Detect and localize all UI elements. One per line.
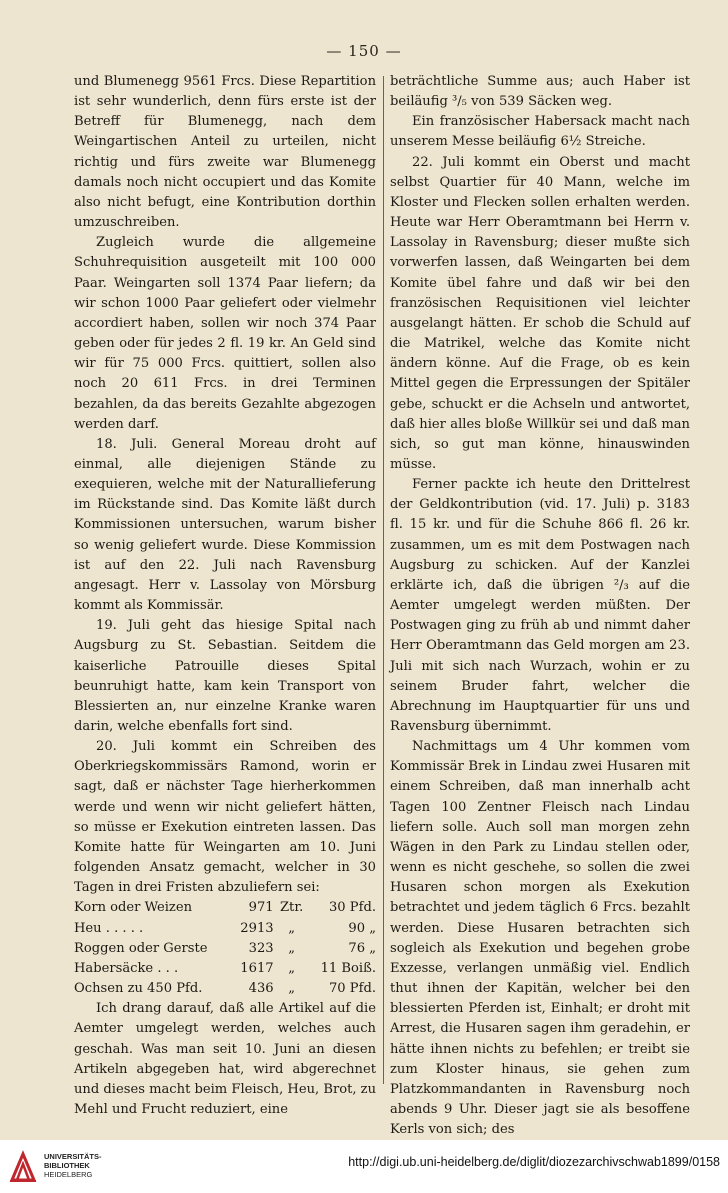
table-item: Habersäcke . . .	[74, 960, 179, 976]
table-value: 70 Pfd.	[328, 981, 376, 997]
table-number: 2913	[240, 920, 274, 936]
footer-bar	[0, 1140, 728, 1193]
table-value: 90 „	[348, 920, 376, 936]
table-item: Korn oder Weizen	[74, 900, 193, 916]
column-divider	[383, 76, 384, 1084]
table-unit: Ztr.	[279, 900, 304, 916]
paragraph: Nachmittags um 4 Uhr kommen vom Kommissär Brek in Lindau zwei Husaren mit einem Schreiben, daß man innerhalb acht Tagen 100 Zentner Fleisch nach Lindau liefern solle. Auch soll man morgen zehn Wägen in den Park zu Lindau stellen oder, wenn es nicht geschehe, so sollen die zwei Husaren schon morgen als Exekution betrachtet und jedem täglich 6 Frcs. bezahlt werden. Diese Husaren betrachten sich sogleich als Exekution und begehen grobe Exzesse, verlangen unmäßig viel. Endlich thut ihnen der Kapitän, welcher bei den blessierten Pferden ist, Einhalt; er droht mit Arrest, die Husaren sagen ihm geradehin, er hätte ihnen nichts zu befehlen; er treibt sie zum Kloster hinaus, sie gehen zum Platzkommandanten in Ravensburg noch abends 9 Uhr. Dieser jagt sie als besoffene Kerls von sich; des	[390, 739, 690, 1138]
paragraph: Zugleich wurde die allgemeine Schuhrequisition ausgeteilt mit 100 000 Paar. Weingarten soll 1374 Paar liefern; da wir schon 1000 Paar geliefert oder vielmehr accordiert haben, sollen wir noch 374 Paar geben oder für jedes 2 fl. 19 kr. An Geld sind wir für 75 000 Frcs. quittiert, sollen also noch 20 611 Frcs. in drei Terminen bezahlen, da das bereits Gezahlte abgezogen werden darf.	[74, 235, 376, 432]
paragraph: 20. Juli kommt ein Schreiben des Oberkriegskommissärs Ramond, worin er sagt, daß er nächster Tage hierherkommen werde und wenn wir nicht geliefert hätten, so müsse er Exekution eintreten lassen. Das Komite hatte für Weingarten am 10. Juni folgenden Ansatz gemacht, welcher in 30 Tagen in drei Fristen abzuliefern sei:	[74, 739, 376, 896]
table-row	[74, 919, 376, 939]
page-number: — 150 —	[326, 42, 402, 60]
library-name	[44, 1152, 102, 1179]
delivery-table	[74, 898, 376, 999]
table-item: Roggen oder Gerste	[74, 940, 208, 956]
library-line: BIBLIOTHEK	[44, 1161, 90, 1170]
table-row	[74, 959, 376, 979]
table-value: 76 „	[348, 940, 376, 956]
table-unit: „	[288, 960, 296, 976]
table-number: 323	[248, 940, 274, 956]
table-unit: „	[288, 981, 296, 997]
table-row	[74, 898, 376, 918]
table-number: 971	[248, 900, 274, 916]
table-number: 1617	[240, 960, 274, 976]
paragraph: 19. Juli geht das hiesige Spital nach Augsburg zu St. Sebastian. Seitdem die kaiserliche Patrouille dieses Spital beunruhigt hatte, kam kein Transport von Blessierten an, nur einzelne Kranke waren darin, welche ebenfalls fort sind.	[74, 618, 376, 734]
table-number: 436	[248, 981, 274, 997]
table-unit: „	[288, 920, 296, 936]
left-column	[74, 72, 376, 1120]
right-column	[390, 72, 690, 1140]
source-url[interactable]: http://digi.ub.uni-heidelberg.de/diglit/diozezarchivschwab1899/0158	[348, 1155, 720, 1169]
table-value: 11 Boiß.	[320, 960, 376, 976]
paragraph: Ein französischer Habersack macht nach unserem Messe beiläufig 6½ Streiche.	[390, 114, 690, 150]
table-row	[74, 939, 376, 959]
library-line: UNIVERSITÄTS-	[44, 1152, 102, 1161]
table-value: 30 Pfd.	[328, 900, 376, 916]
library-logo-icon	[8, 1150, 38, 1184]
paragraph: Ich drang darauf, daß alle Artikel auf die Aemter umgelegt werden, welches auch geschah. Was man seit 10. Juni an diesen Artikeln abgegeben hat, wird abgerechnet und dieses macht beim Fleisch, Heu, Brot, zu Mehl und Frucht reduziert, eine	[74, 1001, 377, 1117]
library-line: HEIDELBERG	[44, 1170, 93, 1179]
paragraph: 18. Juli. General Moreau droht auf einmal, alle diejenigen Stände zu exequieren, welche mit der Naturallieferung im Rückstande sind. Das Komite läßt durch Kommissionen untersuchen, warum bisher so wenig geliefert wurde. Diese Kommission ist auf den 22. Juli nach Ravensburg angesagt. Herr v. Lassolay von Mörsburg kommt als Kommissär.	[74, 436, 376, 614]
table-item: Heu . . . . .	[74, 920, 144, 936]
paragraph: und Blumenegg 9561 Frcs. Diese Repartition ist sehr wunderlich, denn fürs erste ist der Betreff für Blumenegg, nach dem Weingartischen Anteil zu urteilen, nicht richtig und fürs zweite war Blumenegg damals noch nicht occupiert und das Komite also nicht befugt, eine Kontribution dorthin umzuschreiben.	[74, 74, 376, 231]
table-row	[74, 979, 376, 999]
paragraph: beträchtliche Summe aus; auch Haber ist beiläufig ³/₅ von 539 Säcken weg.	[390, 74, 690, 110]
paragraph: Ferner packte ich heute den Drittelrest der Geldkontribution (vid. 17. Juli) p. 3183 fl. 15 kr. und für die Schuhe 866 fl. 26 kr. zusammen, um es mit dem Postwagen nach Augsburg zu schicken. Auf der Kanzlei erklärte ich, daß die übrigen ²/₃ auf die Aemter umgelegt werden müßten. Der Postwagen ging zu früh ab und nimmt daher Herr Oberamtmann das Geld morgen am 23. Juli mit sich nach Wurzach, wohin er zu seinem Bruder fahrt, welcher die Abrechnung im Hauptquartier für uns und Ravensburg übernimmt.	[390, 477, 690, 734]
table-item: Ochsen zu 450 Pfd.	[74, 981, 203, 997]
table-unit: „	[288, 940, 296, 956]
paragraph: 22. Juli kommt ein Oberst und macht selbst Quartier für 40 Mann, welche im Kloster und Flecken sollen erhalten werden. Heute war Herr Oberamtmann bei Herrn v. Lassolay in Ravensburg; dieser mußte sich vorwerfen lassen, daß Weingarten bei dem Komite übel fahre und daß wir bei den französischen Requisitionen viel leichter ausgelangt hätten. Er schob die Schuld auf die Matrikel, welche das Komite nicht ändern könne. Auf die Frage, ob es kein Mittel gegen die Erpressungen der Spitäler gebe, schuckt er die Achseln und antwortet, daß hier alles bloße Willkür sei und daß man sich, so gut man könne, hinauswinden müsse.	[390, 154, 690, 472]
